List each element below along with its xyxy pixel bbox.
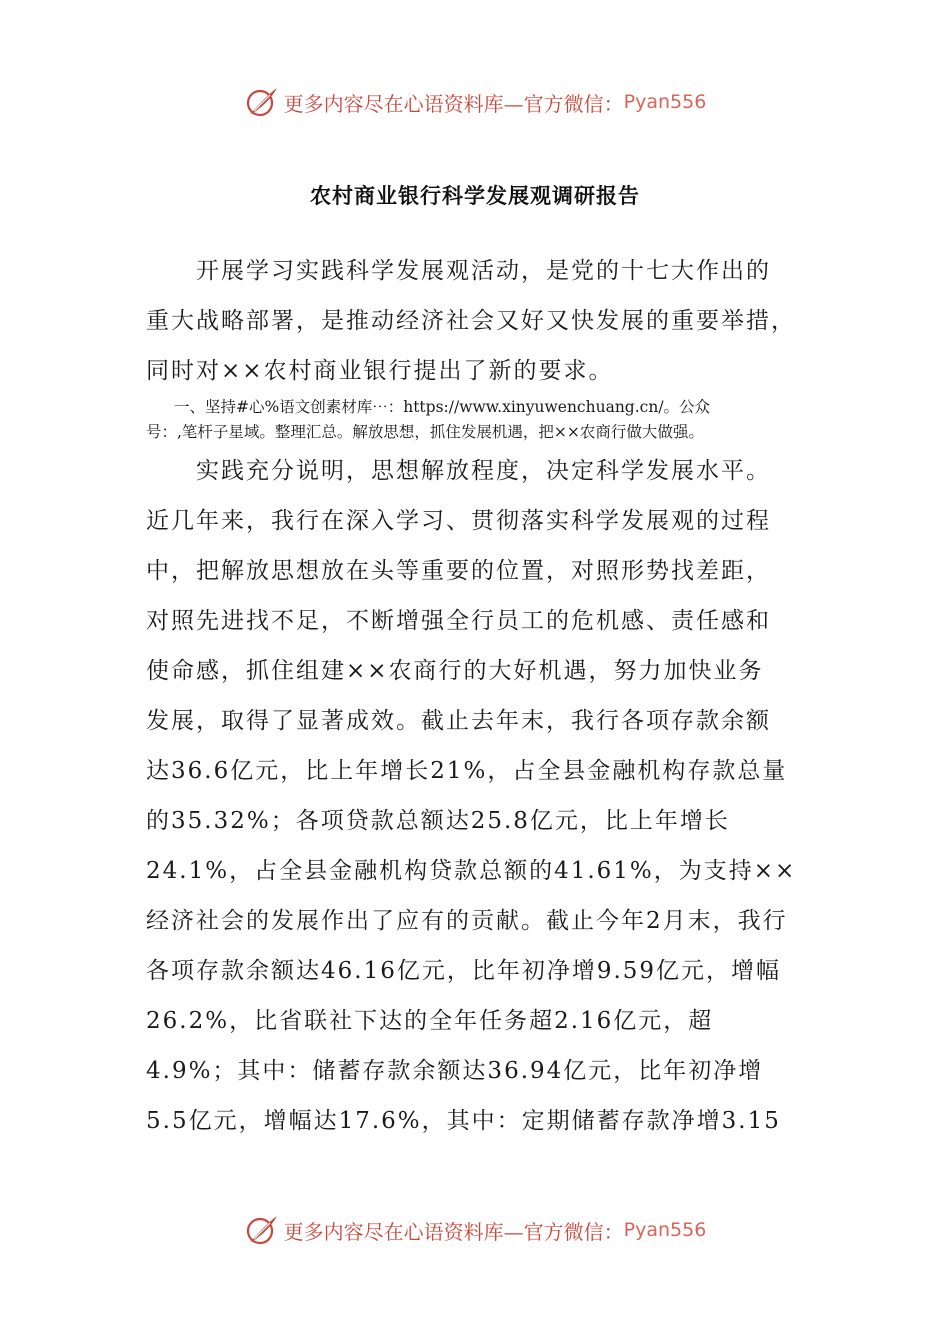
note-line: 号：,笔杆子星域。整理汇总。解放思想，抓住发展机遇，把××农商行做大做强。: [146, 423, 704, 441]
paragraph-line: 使命感，抓住组建××农商行的大好机遇，努力加快业务: [146, 658, 764, 684]
paragraph-line: 发展，取得了显著成效。截止去年末，我行各项存款余额: [146, 708, 771, 734]
paragraph-line: 达36.6亿元，比上年增长21%，占全县金融机构存款总量: [146, 758, 788, 784]
paragraph-line: 26.2%，比省联社下达的全年任务超2.16亿元，超: [146, 1008, 714, 1034]
paragraph-line: 中，把解放思想放在头等重要的位置，对照形势找差距，: [146, 558, 771, 584]
paragraph-intro: [146, 246, 810, 396]
paragraph-line: 经济社会的发展作出了应有的贡献。截止今年2月末，我行: [146, 908, 788, 934]
banner-text: 更多内容尽在心语资料库—官方微信：: [283, 91, 624, 116]
document-title: 农村商业银行科学发展观调研报告: [310, 183, 640, 208]
paragraph-line: 24.1%，占全县金融机构贷款总额的41.61%，为支持××: [146, 858, 797, 884]
header-banner: [0, 82, 950, 122]
banner-text: 更多内容尽在心语资料库—官方微信：: [283, 1219, 624, 1244]
paragraph-line: 重大战略部署，是推动经济社会又好又快发展的重要举措，: [146, 308, 796, 334]
paragraph-line: 开展学习实践科学发展观活动，是党的十七大作出的: [196, 258, 771, 284]
quill-pen-logo-icon: [244, 84, 280, 120]
paragraph-line: 4.9%；其中：储蓄存款余额达36.94亿元，比年初净增: [146, 1058, 764, 1084]
section-heading-note: [146, 395, 826, 445]
paragraph-line: 实践充分说明，思想解放程度，决定科学发展水平。: [196, 458, 771, 484]
paragraph-line: 的35.32%；各项贷款总额达25.8亿元，比上年增长: [146, 808, 730, 834]
paragraph-line: 同时对××农村商业银行提出了新的要求。: [146, 358, 614, 384]
paragraph-line: 对照先进找不足，不断增强全行员工的危机感、责任感和: [146, 608, 771, 634]
paragraph-line: 各项存款余额达46.16亿元，比年初净增9.59亿元，增幅: [146, 958, 782, 984]
footer-banner: [0, 1210, 950, 1250]
note-line: 一、坚持#心%语文创素材库⋯：https://www.xinyuwenchuang.cn/。公众: [174, 398, 711, 416]
banner-wechat-handle: Pyan556: [623, 91, 707, 113]
paragraph-line: 近几年来，我行在深入学习、贯彻落实科学发展观的过程: [146, 508, 771, 534]
paragraph-line: 5.5亿元，增幅达17.6%，其中：定期储蓄存款净增3.15: [146, 1108, 781, 1134]
paragraph-body: [146, 446, 810, 1146]
quill-pen-logo-icon: [244, 1212, 280, 1248]
banner-wechat-handle: Pyan556: [623, 1219, 707, 1241]
